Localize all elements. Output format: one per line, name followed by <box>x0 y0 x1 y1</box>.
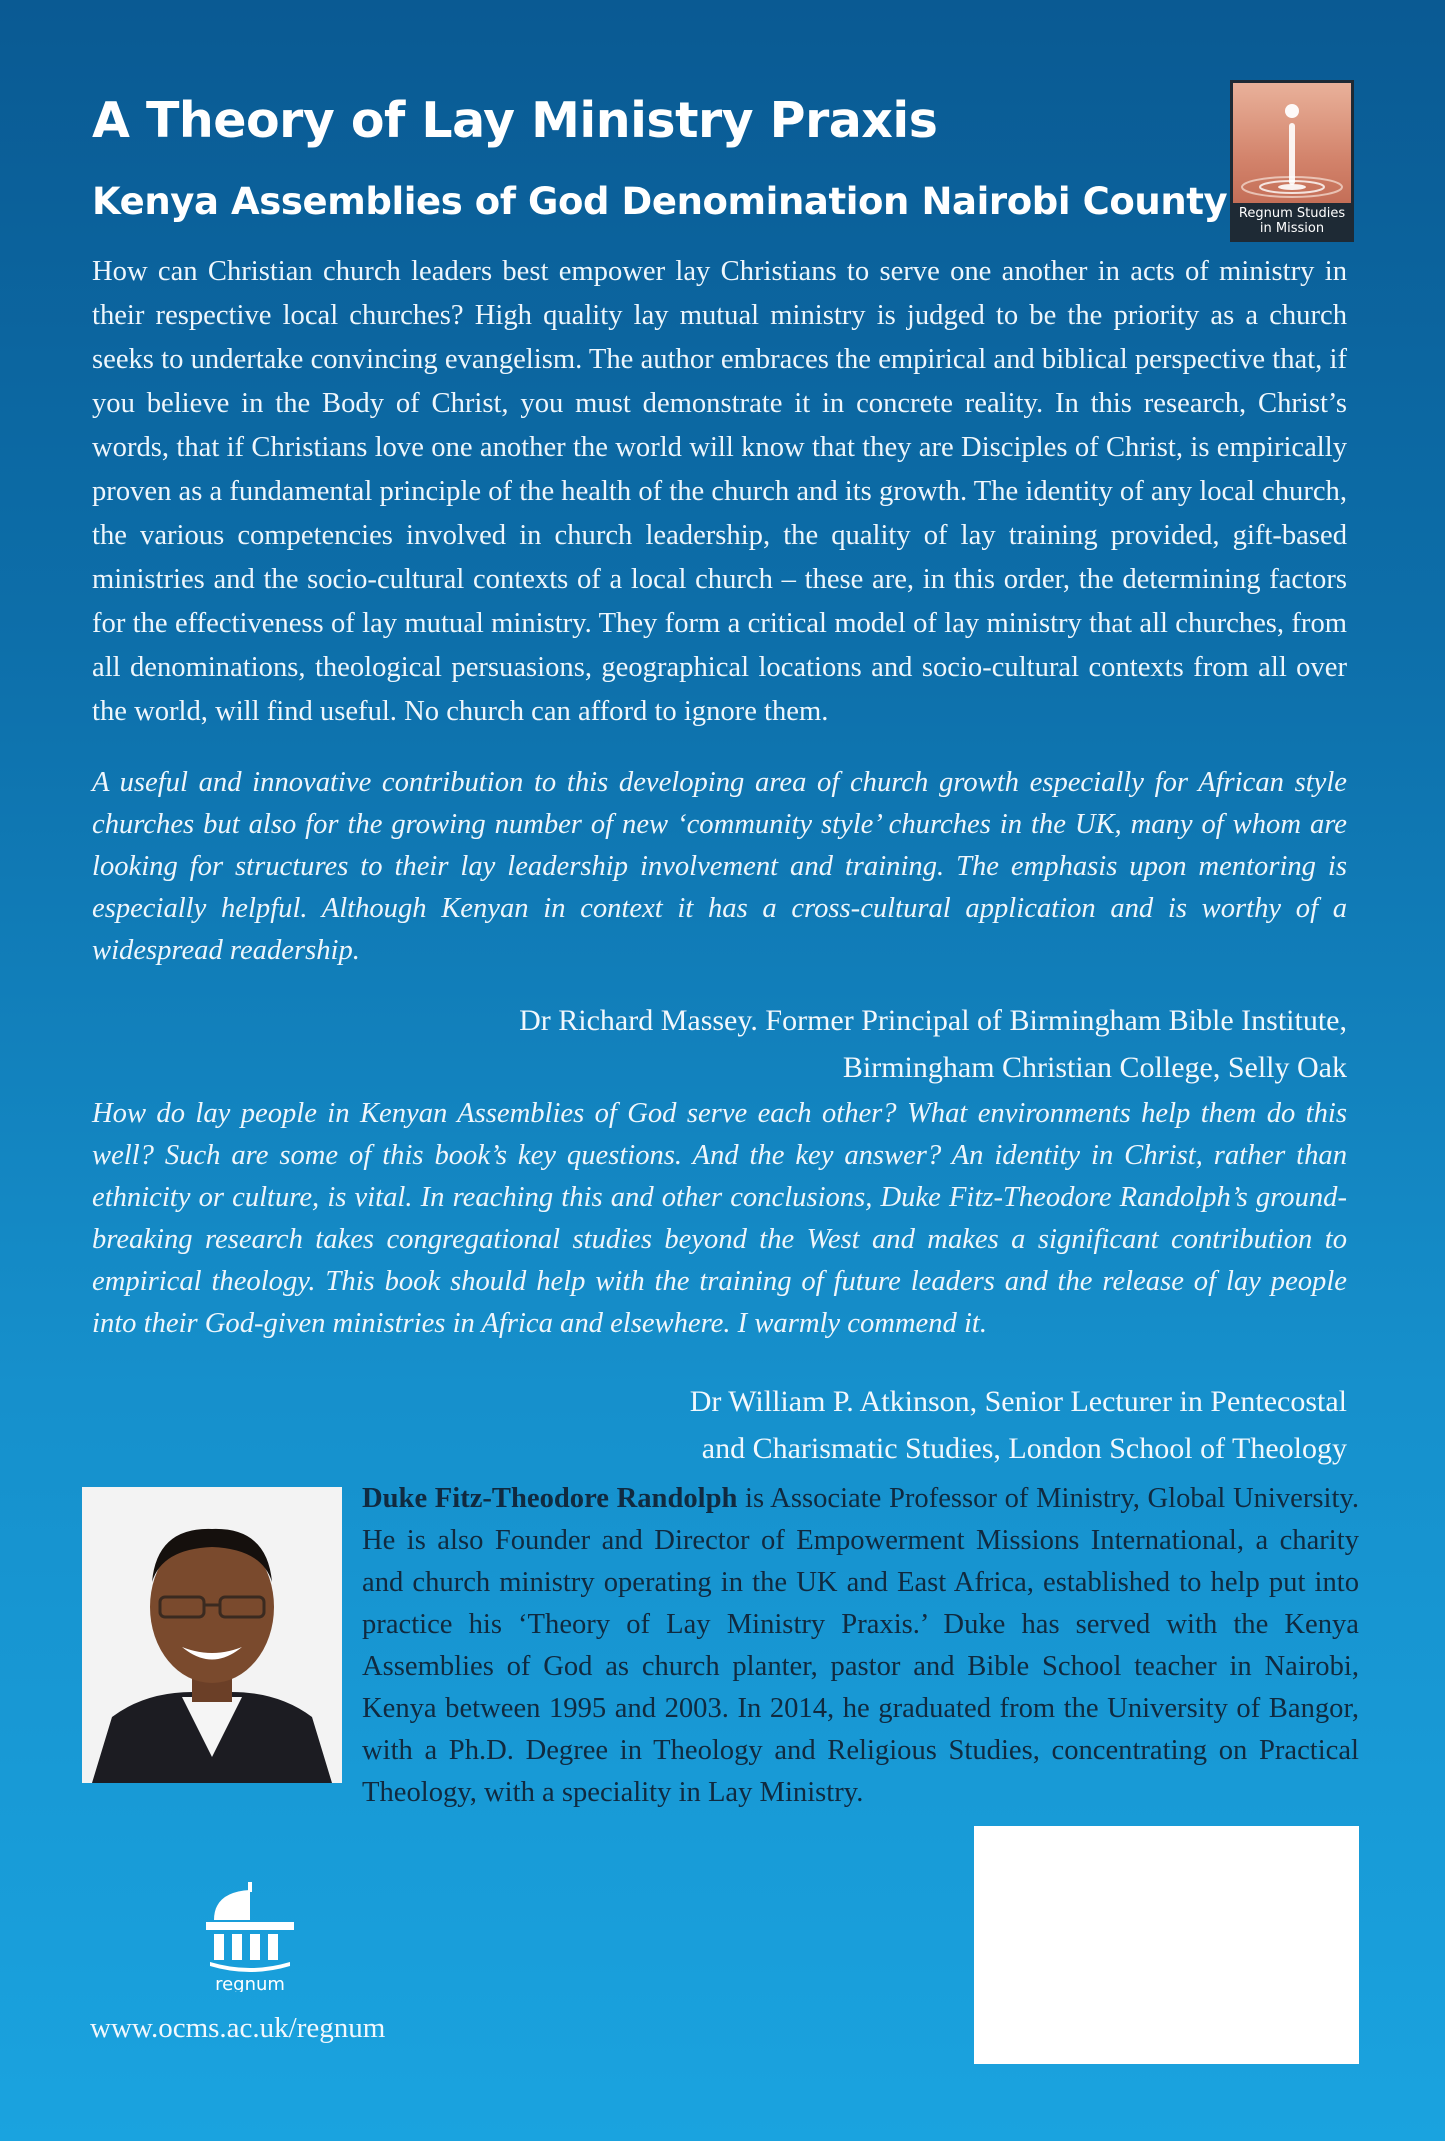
book-title: A Theory of Lay Ministry Praxis <box>92 92 938 149</box>
series-label: Regnum Studies in Mission <box>1233 203 1351 239</box>
book-subtitle: Kenya Assemblies of God Denomination Nairobi County <box>92 180 1228 223</box>
review-attribution: Dr William P. Atkinson, Senior Lecturer in Pentecostal and Charismatic Studies, London School of Theology <box>689 1385 1347 1465</box>
author-name: Duke Fitz-Theodore Randolph <box>362 1483 738 1514</box>
author-bio: Duke Fitz-Theodore Randolph is Associate Professor of Ministry, Global University. He is also Founder and Director of Empowerment Missions International, a charity and church ministry operating in the UK and East Africa, established to help put into practice his ‘Theory of Lay Ministry Praxis.’ Duke has served with the Kenya Assemblies of God as church planter, pastor and Bible School teacher in Nairobi, Kenya between 1995 and 2003. In 2014, he graduated from the University of Bangor, with a Ph.D. Degree in Theology and Religious Studies, concentrating on Practical Theology, with a speciality in Lay Ministry. <box>362 1483 1359 1808</box>
svg-text:regnum: regnum <box>215 1974 285 1992</box>
review-quote: How do lay people in Kenyan Assemblies of God serve each other? What environments help them do this well? Such are some of this book’s key questions. And the key answer? An identity in Christ, rather than ethnicity or culture, is vital. In reaching this and other conclusions, Duke Fitz-Theodore Randolph’s ground-breaking research takes congregational studies beyond the West and makes a significant contribution to empirical theology. This book should help with the training of future leaders and the release of lay people into their God-given ministries in Africa and elsewhere. I warmly commend it. <box>92 1098 1347 1339</box>
series-logo <box>1230 80 1354 242</box>
water-drop-icon <box>1233 83 1351 203</box>
book-blurb: How can Christian church leaders best empower lay Christians to serve one another in acts of ministry in their respective local churches? High quality lay mutual ministry is judged to be the priority as a church seeks to undertake convincing evangelism. The author embraces the empirical and biblical perspective that, if you believe in the Body of Christ, you must demonstrate it in concrete reality. In this research, Christ’s words, that if Christians love one another the world will know that they are Disciples of Christ, is empirically proven as a fundamental principle of the health of the church and its growth. The identity of any local church, the various competencies involved in church leadership, the quality of lay training provided, gift-based ministries and the socio-cultural contexts of a local church – these are, in this order, the determining factors for the effectiveness of lay mutual ministry. They form a critical model of lay ministry that all churches, from all denominations, theological persuasions, geographical locations and socio-cultural contexts from all over the world, will find useful. No church can afford to ignore them. <box>92 256 1347 727</box>
review-quote: A useful and innovative contribution to this developing area of church growth especially for African style churches but also for the growing number of new ‘community style’ churches in the UK, many of whom are looking for structures to their lay leadership involvement and training. The emphasis upon mentoring is especially helpful. Although Kenyan in context it has a cross-cultural application and is worthy of a widespread readership. <box>92 767 1347 966</box>
publisher-website: www.ocms.ac.uk/regnum <box>90 2012 386 2044</box>
review-attribution: Dr Richard Massey. Former Principal of Birmingham Bible Institute, Birmingham Christian College, Selly Oak <box>519 1004 1347 1084</box>
publisher-logo <box>200 1878 300 1992</box>
barcode-area <box>974 1826 1359 2064</box>
building-icon <box>200 1878 300 1992</box>
